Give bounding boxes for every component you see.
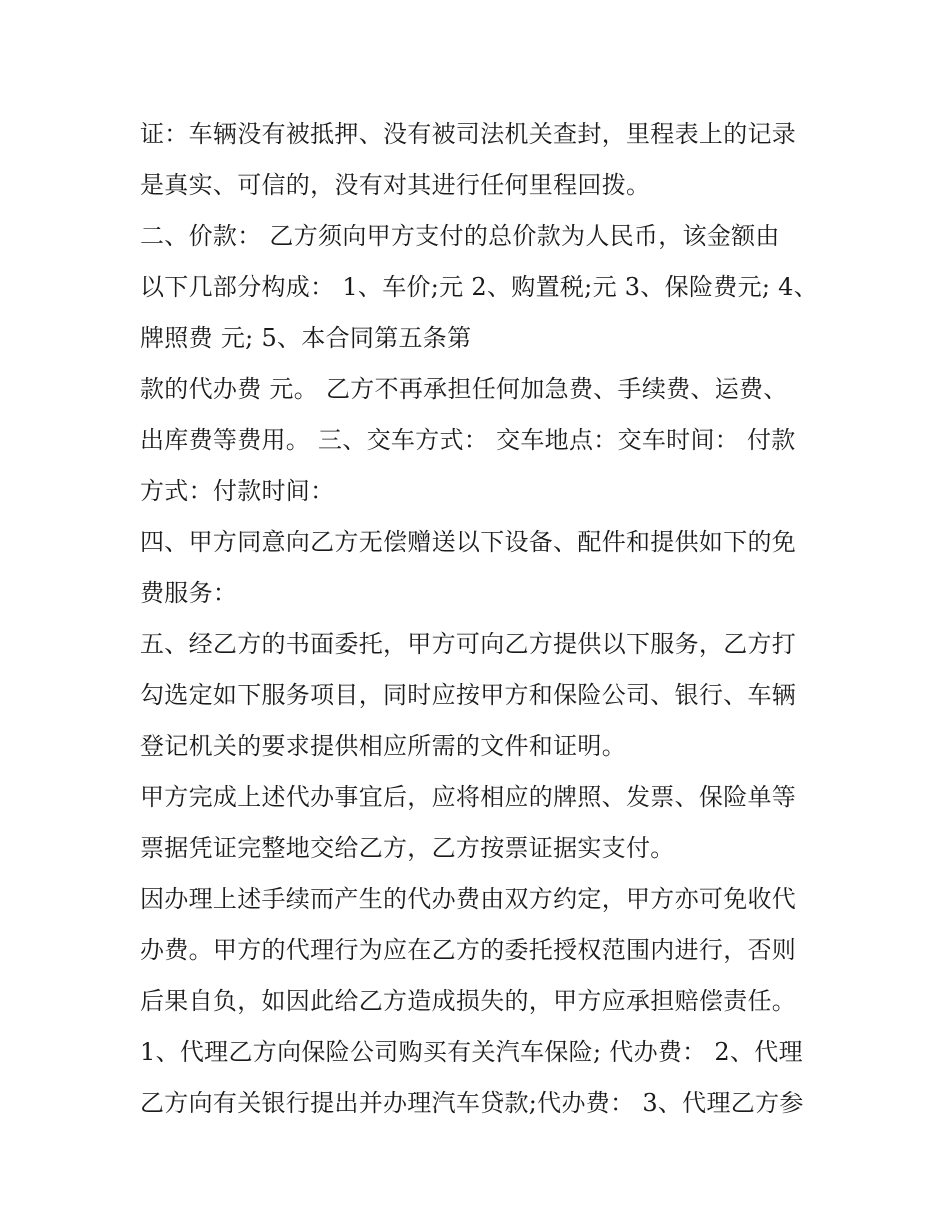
text-line: 费服务： [140,579,238,607]
text-line: 是真实、可信的，没有对其进行任何里程回拨。 [140,171,651,199]
text-line: 登记机关的要求提供相应所需的文件和证明。 [140,732,626,760]
text-line: 四、甲方同意向乙方无偿赠送以下设备、配件和提供如下的免 [140,528,797,556]
text-line: 以下几部分构成： 1、车价;元 2、购置税;元 3、保险费元; 4、 [140,273,819,301]
text-line: 乙方向有关银行提出并办理汽车贷款;代办费： 3、代理乙方参 [140,1089,804,1117]
text-line: 证：车辆没有被抵押、没有被司法机关查封，里程表上的记录 [140,120,797,148]
text-line: 甲方完成上述代办事宜后，应将相应的牌照、发票、保险单等 [140,783,797,811]
contract-text [140,109,830,1129]
text-line: 出库费等费用。 三、交车方式： 交车地点：交车时间： 付款 [140,426,796,454]
text-line: 1、代理乙方向保险公司购买有关汽车保险; 代办费： 2、代理 [140,1038,803,1066]
text-line: 办费。甲方的代理行为应在乙方的委托授权范围内进行，否则 [140,936,797,964]
text-line: 后果自负，如因此给乙方造成损失的，甲方应承担赔偿责任。 [140,987,797,1015]
text-line: 牌照费 元; 5、本合同第五条第 [140,324,472,352]
text-line: 票据凭证完整地交给乙方，乙方按票证据实支付。 [140,834,675,862]
text-line: 勾选定如下服务项目，同时应按甲方和保险公司、银行、车辆 [140,681,797,709]
text-line: 因办理上述手续而产生的代办费由双方约定，甲方亦可免收代 [140,885,797,913]
text-line: 方式：付款时间： [140,477,335,505]
text-line: 款的代办费 元。 乙方不再承担任何加急费、手续费、运费、 [140,375,788,403]
text-line: 二、价款： 乙方须向甲方支付的总价款为人民币，该金额由 [140,222,780,250]
text-line: 五、经乙方的书面委托，甲方可向乙方提供以下服务，乙方打 [140,630,797,658]
